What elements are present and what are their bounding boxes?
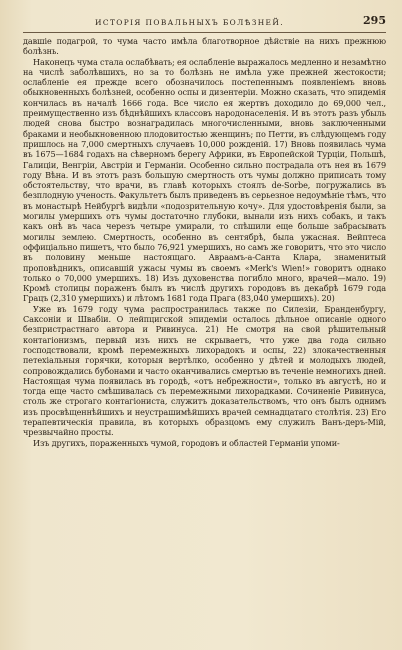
paragraph-saxony-silesia: Уже въ 1679 году чума распространилась также по Силезіи, Бранденбургу, Саксоніи и Швабіи. О лейпцигской эпидеміи осталось дѣльное описаніе одного безпристрастнаго автора и Ривинуса. 21) Не смотря на свой рѣшительный контагіонизмъ, первый изъ нихъ не скрываетъ, что уже два года сильно господствовали, кромѣ перемежныхъ лихорадокъ и оспы, 22) злокачественныя петехіальныя горячки, которыя вертѣлко, особенно у дѣтей и молодыхъ людей, сопровождались бубонами и часто оканчивались смертью въ теченіе немногихъ дней. Настоящая чума появилась въ городѣ, «отъ небрежности», только въ августѣ, но и тогда еще часто смѣшивалась съ перемежными лихорадками. Сочиненіе Ривинуса, столь же строгаго контагіониста, служитъ доказательствомъ, что онъ былъ однимъ изъ просвѣщеннѣйшихъ и неустрашимѣйшихъ врачей семнадцатаго столѣтія. 23) Его терапевтическія правила, въ которыхъ образцомъ ему служилъ Ванъ-деръ-Мій, чрезвычайно просты.: [23, 303, 386, 438]
page-header: [23, 12, 386, 33]
paragraph-plague-decline: Наконецъ чума стала ослабѣвать; ея ослабленіе выражалось медленно и незамѣтно на числѣ заболѣвшихъ, но за то болѣзнь не имѣла уже прежней жестокости; ослабленіе ея прежде всего обозначилось постепеннымъ появленіемъ вновь обыкновенныхъ болѣзней, особенно оспы и дизентеріи. Можно сказать, что эпидемія кончилась въ началѣ 1666 года. Все число ея жертвъ доходило до 69,000 чел., преимущественно изъ бѣднѣйшихъ классовъ народонаселенія. И въ этотъ разъ убыль людей снова быстро вознаградилась многочисленными, вновь заключенными браками и необыкновенною плодовитостью женщинъ; по Петти, въ слѣдующемъ году пришлось на 7,000 смертныхъ случаевъ 10,000 рожденій. 17) Вновь появилась чума въ 1675—1684 годахъ на сѣверномъ берегу Африки, въ Европейской Турціи, Польшѣ, Галиціи, Венгріи, Австріи и Германіи. Особенно сильно пострадала отъ нея въ 1679 году Вѣна. И въ этотъ разъ большую смертность отъ чумы должно приписать тому обстоятельству, что врачи, въ главѣ которыхъ стоялъ de-Sorbe, погружались въ безплодную ученость. Факультетъ былъ приведенъ въ серьезное недоумѣніе тѣмъ, что въ монастырѣ Нейбургѣ видѣли «подозрительную кочу». Для удостовѣренія были, за могилы умершихъ отъ чумы достаточно глубоки, вынали изъ нихъ собакъ, и такъ какъ онѣ въ часа черезъ четыре умирали, то спѣшили еще больше забрасывать могилы землею. Смертность, особенно въ сентябрѣ, была ужасная. Вейптеса оффиціально пишетъ, что было 76,921 умершихъ, но самъ же говоритъ, что это число въ половину меньше настоящаго. Авраамъ-а-Санта Клара, знаменитый проповѣдникъ, описавшій ужасы чумы въ своемъ «Merk's Wien!» говоритъ однако только о 70,000 умершихъ. 18) Изъ духовенства погибло много, врачей—мало. 19) Кромѣ столицы пораженъ былъ въ числѣ другихъ городовъ въ декабрѣ 1679 года Грацъ (2,310 умершихъ) и лѣтомъ 1681 года Прага (83,040 умершихъ). 20): [23, 56, 386, 304]
paragraph-continuation: давшіе подагрой, то чума часто имѣла благотворное дѣйствіе на нихъ прежнюю болѣзнь.: [23, 36, 386, 57]
page-number: 295: [363, 14, 386, 27]
running-title: ИСТОРІЯ ПОВАЛЬНЫХЪ БОЛѢЗНЕЙ.: [95, 18, 284, 27]
paragraph-other-cities: Изъ другихъ, пораженныхъ чумой, городовъ и областей Германіи упоми-: [33, 437, 340, 448]
body-text: [23, 36, 386, 448]
